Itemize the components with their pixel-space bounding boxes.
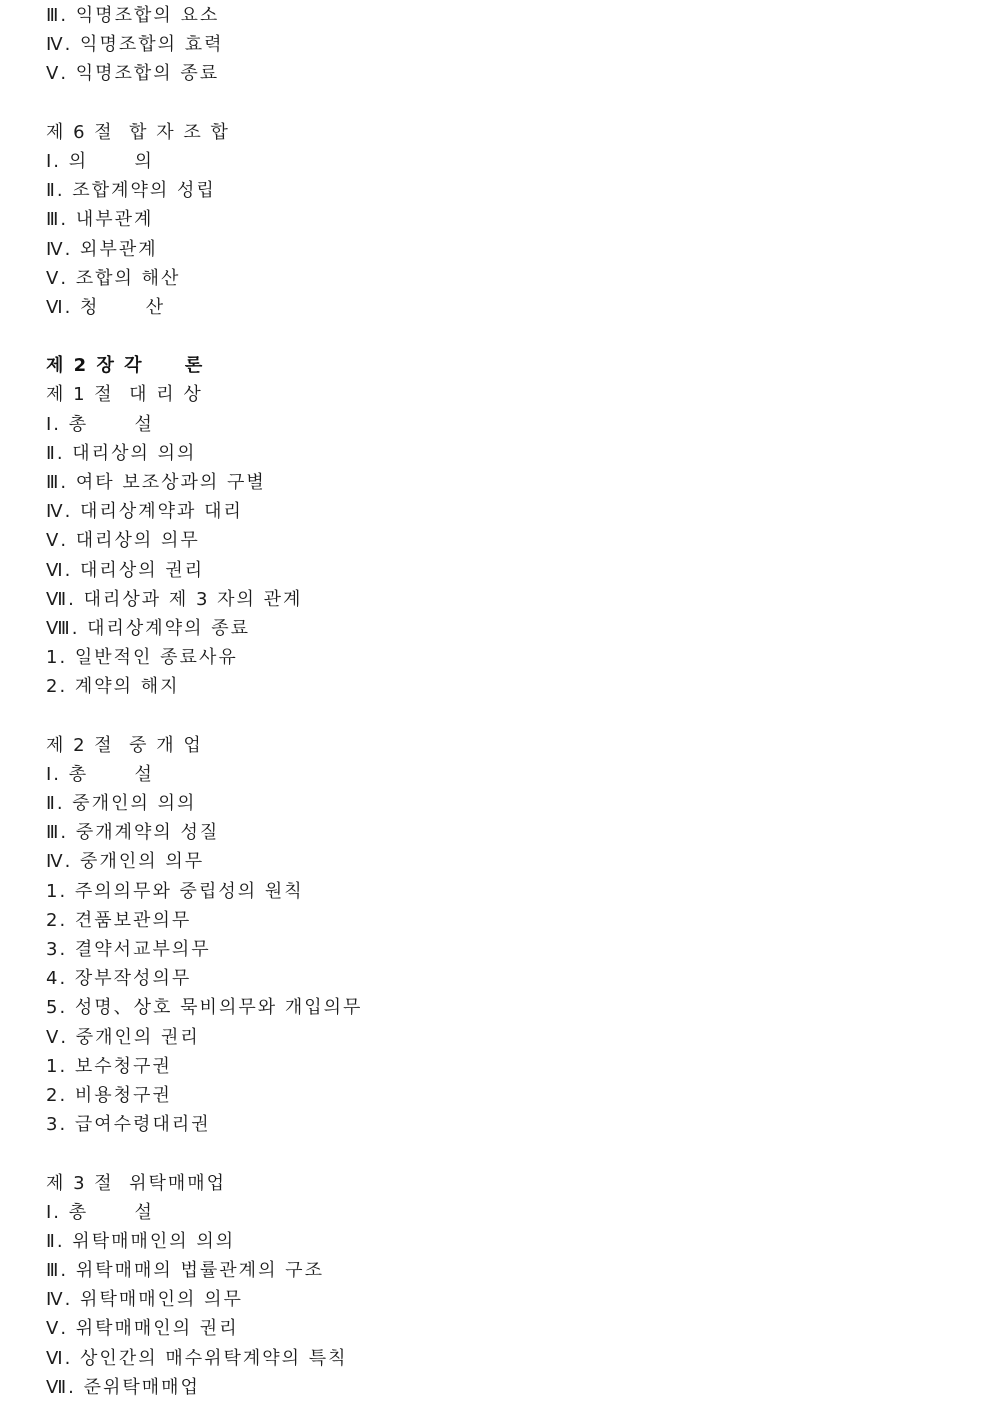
toc-line: 제 6 절 합 자 조 합 [46, 121, 230, 143]
table-of-contents [46, 1, 982, 1402]
toc-line: 2. 비용청구권 [46, 1084, 172, 1106]
toc-line: 3. 급여수령대리권 [46, 1114, 211, 1136]
toc-line: Ⅴ. 위탁매매인의 권리 [46, 1318, 239, 1340]
toc-line: Ⅱ. 중개인의 의의 [46, 793, 197, 815]
toc-line: Ⅴ. 중개인의 권리 [46, 1026, 200, 1048]
toc-line: Ⅳ. 중개인의 의무 [46, 851, 205, 873]
toc-line: 2. 계약의 해지 [46, 676, 180, 698]
toc-line: Ⅴ. 익명조합의 종료 [46, 63, 220, 85]
toc-line: Ⅳ. 대리상계약과 대리 [46, 501, 243, 523]
toc-line: Ⅱ. 위탁매매인의 의의 [46, 1230, 236, 1252]
toc-line: Ⅰ. 총 설 [46, 413, 154, 435]
toc-line: Ⅴ. 대리상의 의무 [46, 530, 200, 552]
toc-line: 1. 일반적인 종료사유 [46, 647, 238, 669]
toc-line: 제 2 절 중 개 업 [46, 734, 203, 756]
toc-line: 3. 결약서교부의무 [46, 939, 211, 960]
toc-line: Ⅵ. 청 산 [46, 296, 166, 318]
toc-line: Ⅱ. 조합계약의 성립 [46, 180, 216, 202]
toc-blank-line [46, 89, 982, 118]
toc-chapter-heading: 제 2 장 각 론 [46, 355, 205, 377]
toc-blank-line [46, 1139, 982, 1168]
toc-line: 제 1 절 대 리 상 [46, 384, 203, 406]
toc-line: Ⅴ. 조합의 해산 [46, 267, 181, 289]
toc-blank-line [46, 322, 982, 351]
toc-line: Ⅱ. 대리상의 의의 [46, 442, 197, 464]
toc-line: Ⅵ. 상인간의 매수위탁계약의 특칙 [46, 1347, 348, 1369]
toc-line: 5. 성명、상호 묵비의무와 개입의무 [46, 997, 363, 1019]
toc-line: Ⅶ. 준위탁매매업 [46, 1376, 200, 1398]
toc-line: Ⅰ. 총 설 [46, 1201, 154, 1223]
toc-line: 제 3 절 위탁매매업 [46, 1172, 227, 1194]
toc-line: Ⅳ. 외부관계 [46, 238, 158, 260]
toc-blank-line [46, 702, 982, 731]
toc-line: Ⅲ. 위탁매매의 법률관계의 구조 [46, 1260, 324, 1282]
toc-line: Ⅳ. 익명조합의 효력 [46, 34, 224, 56]
toc-line: Ⅳ. 위탁매매인의 의무 [46, 1289, 243, 1311]
toc-line: Ⅷ. 대리상계약의 종료 [46, 617, 250, 639]
toc-line: 4. 장부작성의무 [46, 968, 192, 990]
toc-line: 2. 견품보관의무 [46, 909, 192, 931]
toc-line: Ⅶ. 대리상과 제 3 자의 관계 [46, 588, 303, 610]
toc-line: 1. 주의의무와 중립성의 원칙 [46, 880, 304, 902]
toc-line: Ⅲ. 여타 보조상과의 구별 [46, 472, 266, 493]
toc-line: Ⅵ. 대리상의 권리 [46, 559, 205, 581]
toc-line: Ⅰ. 의 의 [46, 150, 154, 172]
toc-line: Ⅰ. 총 설 [46, 763, 154, 785]
toc-line: Ⅲ. 중개계약의 성질 [46, 822, 220, 844]
toc-line: 1. 보수청구권 [46, 1055, 172, 1077]
toc-line: Ⅲ. 내부관계 [46, 209, 154, 231]
toc-line: Ⅲ. 익명조합의 요소 [46, 5, 220, 26]
